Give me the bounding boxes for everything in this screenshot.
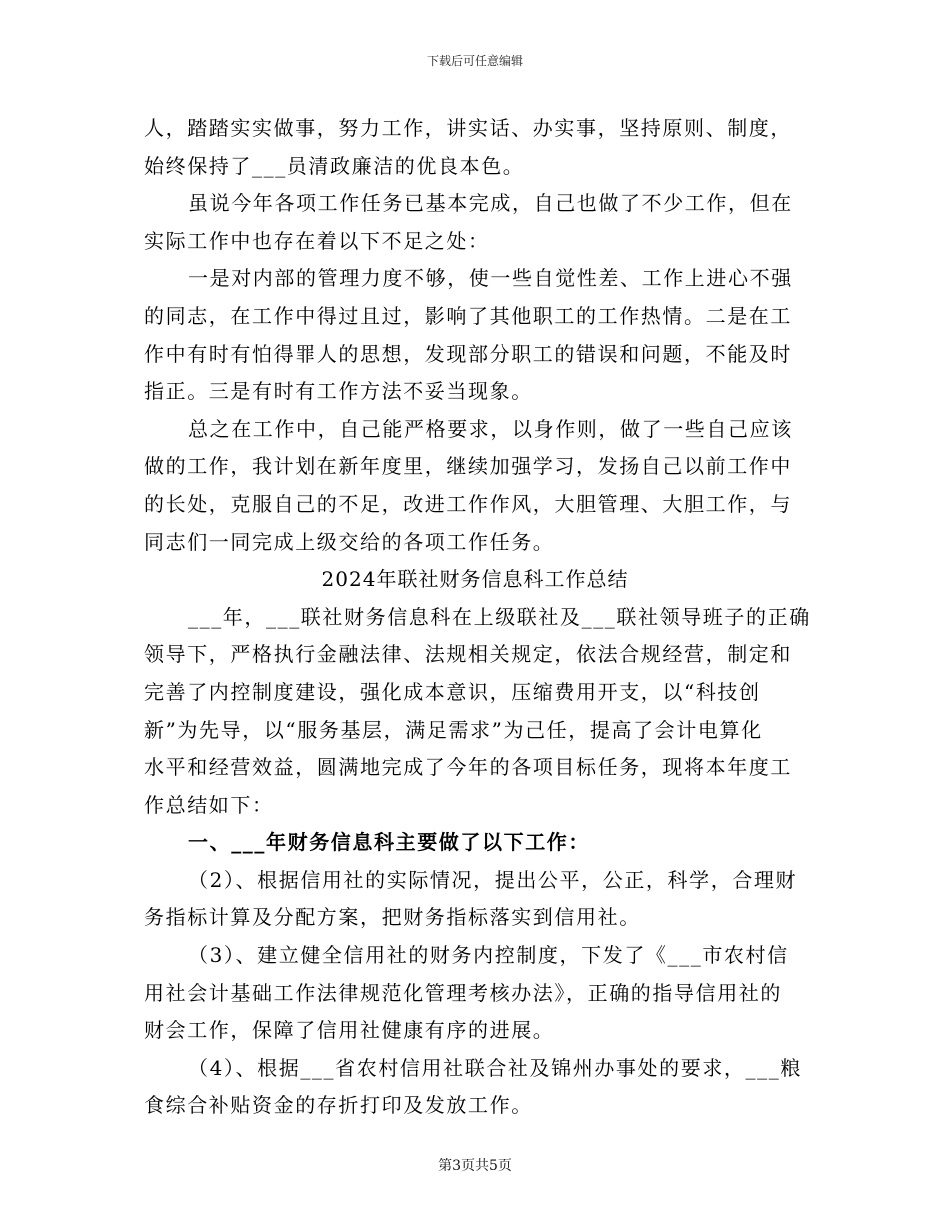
text-line: 指正。三是有时有工作方法不妥当现象。: [144, 379, 533, 404]
text-line: 作总结如下：: [144, 792, 274, 817]
text-line: ___年，___联社财务信息科在上级联社及___联社领导班子的正确: [188, 604, 811, 629]
text-line: 做的工作，我计划在新年度里，继续加强学习，发扬自己以前工作中: [144, 454, 792, 479]
page-footer: 第3页共5页: [438, 1158, 512, 1174]
section-title: 2024年联社财务信息科工作总结: [321, 567, 629, 592]
text-line: 的长处，克服自己的不足，改进工作作风，大胆管理、大胆工作，与: [144, 491, 792, 516]
text-line: （4）、根据___省农村信用社联合社及锦州办事处的要求，___粮: [188, 1055, 802, 1080]
text-line: 实际工作中也存在着以下不足之处：: [144, 228, 490, 253]
text-line: 水平和经营效益，圆满地完成了今年的各项目标任务，现将本年度工: [144, 755, 792, 780]
text-line: 完善了内控制度建设，强化成本意识，压缩费用开支，以“科技创: [144, 679, 761, 704]
text-line: 新”为先导，以“服务基层，满足需求”为己任，提高了会计电算化: [144, 717, 763, 742]
document-body: [144, 110, 811, 1125]
text-line: 总之在工作中，自己能严格要求，以身作则，做了一些自己应该: [188, 416, 793, 441]
text-line: 食综合补贴资金的存折打印及发放工作。: [144, 1093, 533, 1118]
text-line: 作中有时有怕得罪人的思想，发现部分职工的错误和问题，不能及时: [144, 341, 792, 366]
text-line: 人，踏踏实实做事，努力工作，讲实话、办实事，坚持原则、制度，: [144, 116, 792, 140]
text-line: 一是对内部的管理力度不够，使一些自觉性差、工作上进心不强: [188, 266, 793, 291]
text-line: 的同志，在工作中得过且过，影响了其他职工的工作热情。二是在工: [144, 303, 792, 328]
text-line: 同志们一同完成上级交给的各项工作任务。: [144, 529, 555, 554]
text-line: （3）、建立健全信用社的财务内控制度，下发了《___市农村信: [188, 943, 789, 968]
text-line: 用社会计基础工作法律规范化管理考核办法》，正确的指导信用社的: [144, 980, 782, 1005]
text-line: 领导下，严格执行金融法律、法规相关规定，依法合规经营，制定和: [144, 642, 792, 667]
page-header: 下载后可任意编辑: [426, 54, 523, 68]
text-line: （2）、根据信用社的实际情况，提出公平，公正，科学，合理财: [188, 867, 798, 892]
text-line: 始终保持了___员清政廉洁的优良本色。: [144, 153, 525, 178]
text-line: 财会工作，保障了信用社健康有序的进展。: [144, 1018, 555, 1043]
text-line: 务指标计算及分配方案，把财务指标落实到信用社。: [144, 905, 641, 930]
text-line: 一、___年财务信息科主要做了以下工作：: [188, 830, 590, 855]
text-line: 虽说今年各项工作任务已基本完成，自己也做了不少工作，但在: [188, 191, 793, 216]
